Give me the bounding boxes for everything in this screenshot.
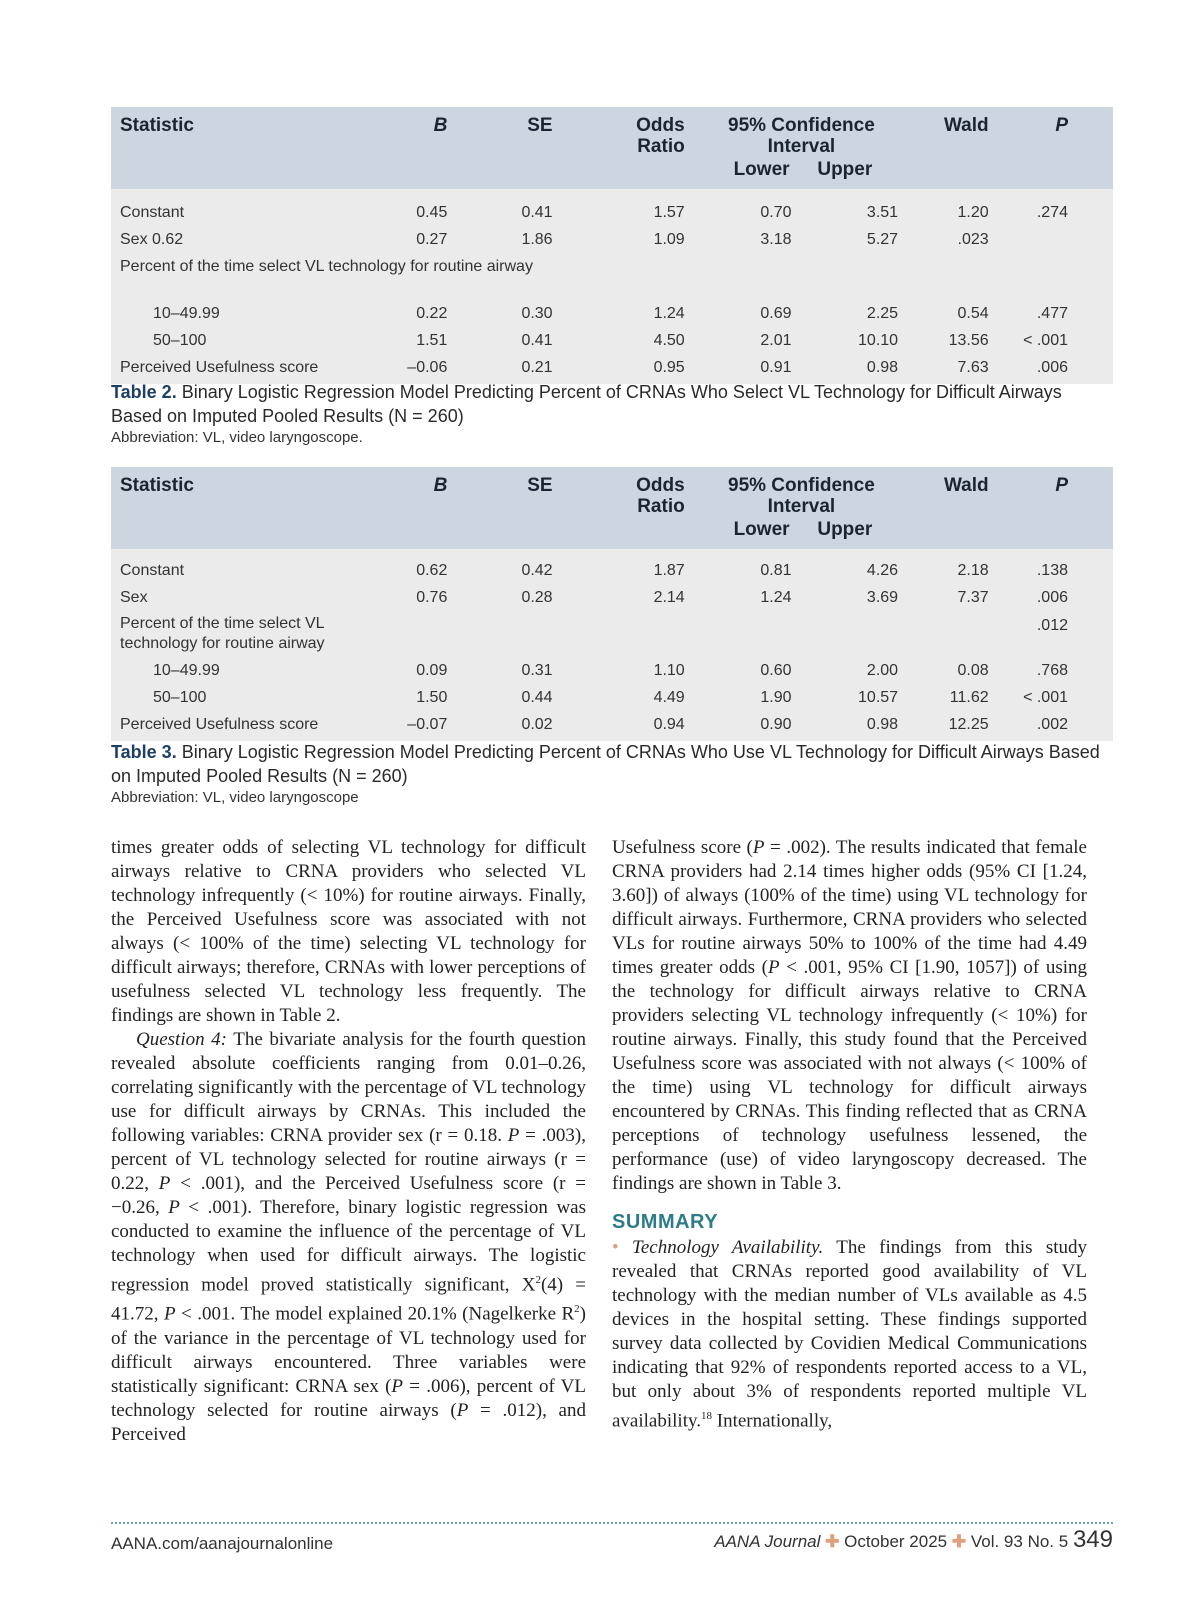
table-3-abbreviation: Abbreviation: VL, video laryngoscope bbox=[111, 789, 359, 806]
paragraph: times greater odds of selecting VL technology for difficult airways relative to CRNA providers who selected VL technology infrequently (< 10%) for routine airways. Finally, the Perceived Usefulness score was associated with not always (< 100% of the time) selecting VL technology for difficult airways; therefore, CRNAs with lower perceptions of usefulness selected VL technology less frequently. The findings are shown in Table 2. bbox=[111, 837, 586, 1026]
col-header-statistic: Statistic bbox=[111, 467, 381, 549]
paragraph: • Technology Availability. The findings from this study revealed that CRNAs reported good availability of VL technology with the median number of VLs available as 4.5 devices in the hospital setting. These findings supported survey data collected by Covidien Medical Communications indicating that 92% of respondents reported access to a VL, but only about 3% of respondents reported multiple VL availability.$^{18}$ Internationally, bbox=[612, 1237, 1088, 1432]
table-2-abbreviation: Abbreviation: VL, video laryngoscope. bbox=[111, 429, 363, 446]
table-row: Sex 0.76 0.28 2.14 1.24 3.69 7.37 .006 bbox=[120, 588, 1068, 606]
col-header-b: B bbox=[381, 467, 447, 549]
col-header-odds-ratio: Odds Ratio bbox=[553, 107, 685, 189]
body-right-column bbox=[612, 836, 1087, 1433]
col-header-p: P bbox=[989, 467, 1113, 549]
reference-18: 18 bbox=[701, 1410, 712, 1422]
col-header-confidence-interval: 95% Confidence Interval bbox=[685, 467, 898, 517]
col-header-se: SE bbox=[447, 467, 552, 549]
table-row: 10–49.99 0.09 0.31 1.10 0.60 2.00 0.08 .768 bbox=[153, 661, 1068, 679]
table-3 bbox=[111, 467, 1113, 741]
paragraph: Usefulness score (P = .002). The results indicated that female CRNA providers had 2.14 times higher odds (95% CI [1.24, 3.60]) of always (100% of the time) using VL technology for difficult airways. Furthermore, CRNA providers who selected VLs for routine airways 50% to 100% of the time had 4.49 times greater odds (P < .001, 95% CI [1.90, 1057]) of using the technology for difficult airways relative to CRNA providers selecting VL technology infrequently (< 10%) for routine airways. Finally, this study found that the Perceived Usefulness score was associated with not always (< 100% of the time) using VL technology for difficult airways encountered by CRNAs. This finding reflected that as CRNA perceptions of technology usefulness lessened, the performance (use) of video laryngoscopy decreased. The findings are shown in Table 3. bbox=[612, 837, 1087, 1194]
table-row: 50–100 1.50 0.44 4.49 1.90 10.57 11.62 < .001 bbox=[153, 688, 1068, 706]
col-header-wald: Wald bbox=[898, 467, 989, 549]
body-left-column bbox=[111, 836, 586, 1447]
section-heading-summary: SUMMARY bbox=[612, 1211, 719, 1233]
col-header-upper: Upper bbox=[792, 517, 899, 549]
table-row: Sex 0.62 0.27 1.86 1.09 3.18 5.27 .023 bbox=[120, 230, 989, 248]
col-header-p: P bbox=[989, 107, 1113, 189]
plus-icon: ✚ bbox=[951, 1532, 967, 1551]
table-row: 50–100 1.51 0.41 4.50 2.01 10.10 13.56 < .001 bbox=[153, 331, 1068, 349]
table-2-grid bbox=[111, 107, 1113, 384]
table-row: Percent of the time select VL technology for routine airway bbox=[120, 257, 533, 275]
table-row: Percent of the time select VL technology for routine airway .012 bbox=[120, 615, 1068, 652]
paragraph: Question 4: The bivariate analysis for the fourth question revealed absolute coefficients ranging from 0.01–0.26, correlating significantly with the percentage of VL technology use for difficult airways by CRNAs. This included the following variables: CRNA provider sex (r = 0.18. P = .003), percent of VL technology selected for routine airways (r = 0.22, P < .001), and the Perceived Usefulness score (r = −0.26, P < .001). Therefore, binary logistic regression was conducted to examine the influence of the percentage of VL technology when used for difficult airways. The logistic regression model proved statistically significant, $X^2(4) = 41.72$, P < .001. The model explained 20.1% (Nagelkerke $R^2$) of the variance in the percentage of VL technology used for difficult airways encountered. Three variables were statistically significant: CRNA sex (P = .006), percent of VL technology selected for routine airways (P = .012), and Perceived bbox=[111, 1029, 587, 1445]
col-header-upper: Upper bbox=[792, 157, 899, 189]
table-row: 10–49.99 0.22 0.30 1.24 0.69 2.25 0.54 .477 bbox=[153, 304, 1068, 322]
col-header-b: B bbox=[381, 107, 447, 189]
col-header-confidence-interval: 95% Confidence Interval bbox=[685, 107, 898, 157]
table-row: Perceived Usefulness score –0.06 0.21 0.95 0.91 0.98 7.63 .006 bbox=[120, 358, 1068, 376]
table-row: Perceived Usefulness score –0.07 0.02 0.94 0.90 0.98 12.25 .002 bbox=[120, 715, 1068, 733]
col-header-odds-ratio: Odds Ratio bbox=[553, 467, 685, 549]
col-header-statistic: Statistic bbox=[111, 107, 381, 189]
col-header-se: SE bbox=[447, 107, 552, 189]
footer-journal-info: AANA Journal ✚ October 2025 ✚ Vol. 93 No. 5 349 bbox=[714, 1526, 1113, 1553]
page-number: 349 bbox=[1072, 1526, 1113, 1553]
col-header-lower: Lower bbox=[685, 517, 792, 549]
col-header-wald: Wald bbox=[898, 107, 989, 189]
col-header-lower: Lower bbox=[685, 157, 792, 189]
bullet-icon: • bbox=[612, 1237, 619, 1258]
table-2 bbox=[111, 107, 1113, 384]
footer-divider bbox=[111, 1522, 1113, 1524]
table-row: Constant 0.45 0.41 1.57 0.70 3.51 1.20 .274 bbox=[120, 203, 1068, 221]
footer-url: AANA.com/aanajournalonline bbox=[111, 1534, 334, 1553]
table-3-grid bbox=[111, 467, 1113, 741]
plus-icon: ✚ bbox=[825, 1532, 840, 1551]
table-row: Constant 0.62 0.42 1.87 0.81 4.26 2.18 .138 bbox=[120, 561, 1068, 579]
table-2-caption: Table 2. Binary Logistic Regression Model Predicting Percent of CRNAs Who Select VL Technology for Difficult Airways Based on Imputed Pooled Results (N = 260) bbox=[111, 382, 1062, 426]
table-3-caption: Table 3. Binary Logistic Regression Model Predicting Percent of CRNAs Who Use VL Technology for Difficult Airways Based on Imputed Pooled Results (N = 260) bbox=[111, 742, 1100, 786]
